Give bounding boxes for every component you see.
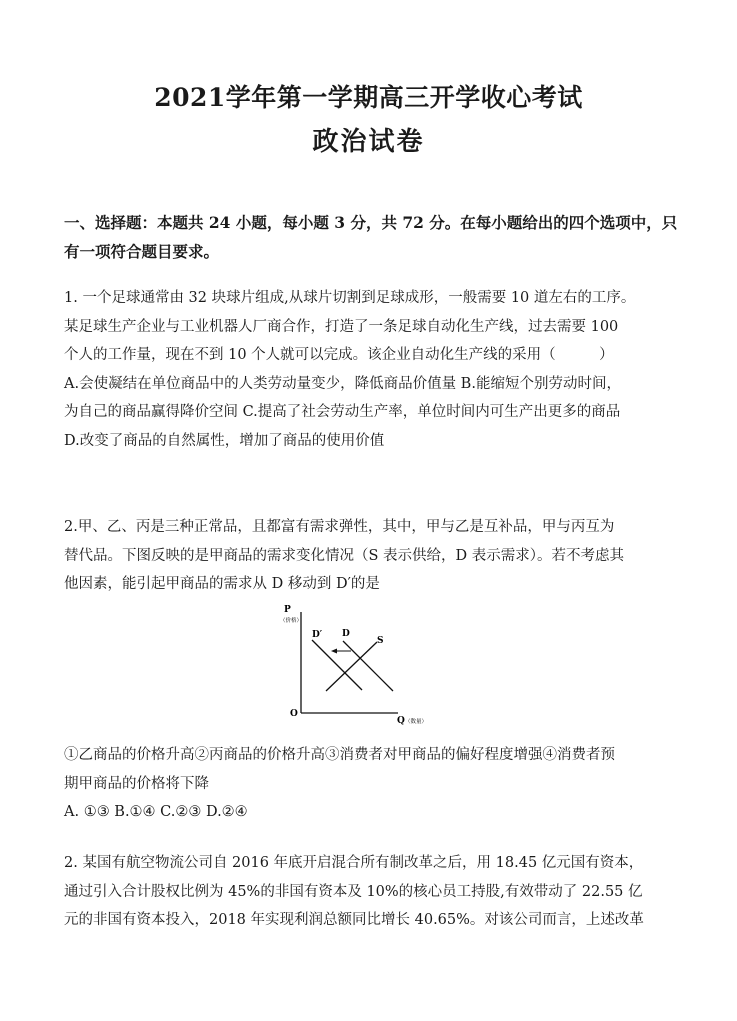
question-line: 他因素，能引起甲商品的需求从 D 移动到 D′的是 <box>64 576 380 592</box>
y-axis-label: P <box>284 605 291 615</box>
question-line: 替代品。下图反映的是甲商品的需求变化情况（S 表示供给，D 表示需求）。若不考虑其 <box>64 547 625 564</box>
demand-curve-d-prime <box>312 640 362 690</box>
question-line: 1. 一个足球通常由 32 块球片组成,从球片切割到足球成形，一般需要 10 道左右的工序。 <box>64 290 636 306</box>
question-line: 2. 某国有航空物流公司自 2016 年底开启混合所有制改革之后，用 18.45 亿元国有资本， <box>64 855 644 871</box>
curve-label-d-prime: D′ <box>312 630 323 640</box>
section-heading-line: 有一项符合题目要求。 <box>64 242 220 261</box>
question-line: 元的非国有资本投入，2018 年实现利润总额同比增长 40.65%。对该公司而言，上述改革 <box>64 912 644 928</box>
question-line: 某足球生产企业与工业机器人厂商合作，打造了一条足球自动化生产线，过去需要 100 <box>64 318 619 335</box>
question-line: 通过引入合计股权比例为 45%的非国有资本及 10%的核心员工持股,有效带动了 22.55 亿 <box>64 883 643 900</box>
question-option-line: D.改变了商品的自然属性，增加了商品的使用价值 <box>64 432 385 449</box>
x-axis-label: Q <box>397 716 405 726</box>
question-option-line: A.会使凝结在单位商品中的人类劳动量变少，降低商品价值量 B.能缩短个别劳动时间， <box>64 375 621 392</box>
curve-label-d: D <box>342 629 350 639</box>
supply-demand-graph <box>280 602 440 730</box>
question-line: 个人的工作量，现在不到 10 个人就可以完成。该企业自动化生产线的采用（ ） <box>64 347 614 363</box>
curve-label-s: S <box>377 636 384 646</box>
demand-curve-d <box>343 641 393 691</box>
section-heading <box>64 208 679 266</box>
x-axis-note: （数量） <box>405 719 428 725</box>
exam-title: 2021学年第一学期高三开学收心考试 <box>154 83 583 112</box>
question-1 <box>64 284 676 455</box>
question-2 <box>64 513 676 599</box>
exam-subtitle: 政治试卷 <box>312 127 425 157</box>
answer-options: A. ①③ B.①④ C.②③ D.②④ <box>64 804 248 820</box>
question-option-line: 为自己的商品赢得降价空间 C.提高了社会劳动生产率，单位时间内可生产出更多的商品 <box>64 404 621 420</box>
shift-arrow-head <box>331 649 337 654</box>
question-2-options <box>64 741 676 827</box>
question-line: 2.甲、乙、丙是三种正常品，且都富有需求弹性，其中，甲与乙是互补品，甲与丙互为 <box>64 519 615 535</box>
statement-line: 期甲商品的价格将下降 <box>64 775 209 792</box>
section-heading-line: 一、选择题：本题共 24 小题，每小题 3 分，共 72 分。在每小题给出的四个选项中，只 <box>64 213 678 232</box>
origin-label: O <box>290 709 298 719</box>
statement-line: ①乙商品的价格升高②丙商品的价格升高③消费者对甲商品的偏好程度增强④消费者预 <box>64 747 615 763</box>
y-axis-note: （价格） <box>280 618 303 624</box>
question-3 <box>64 849 676 935</box>
